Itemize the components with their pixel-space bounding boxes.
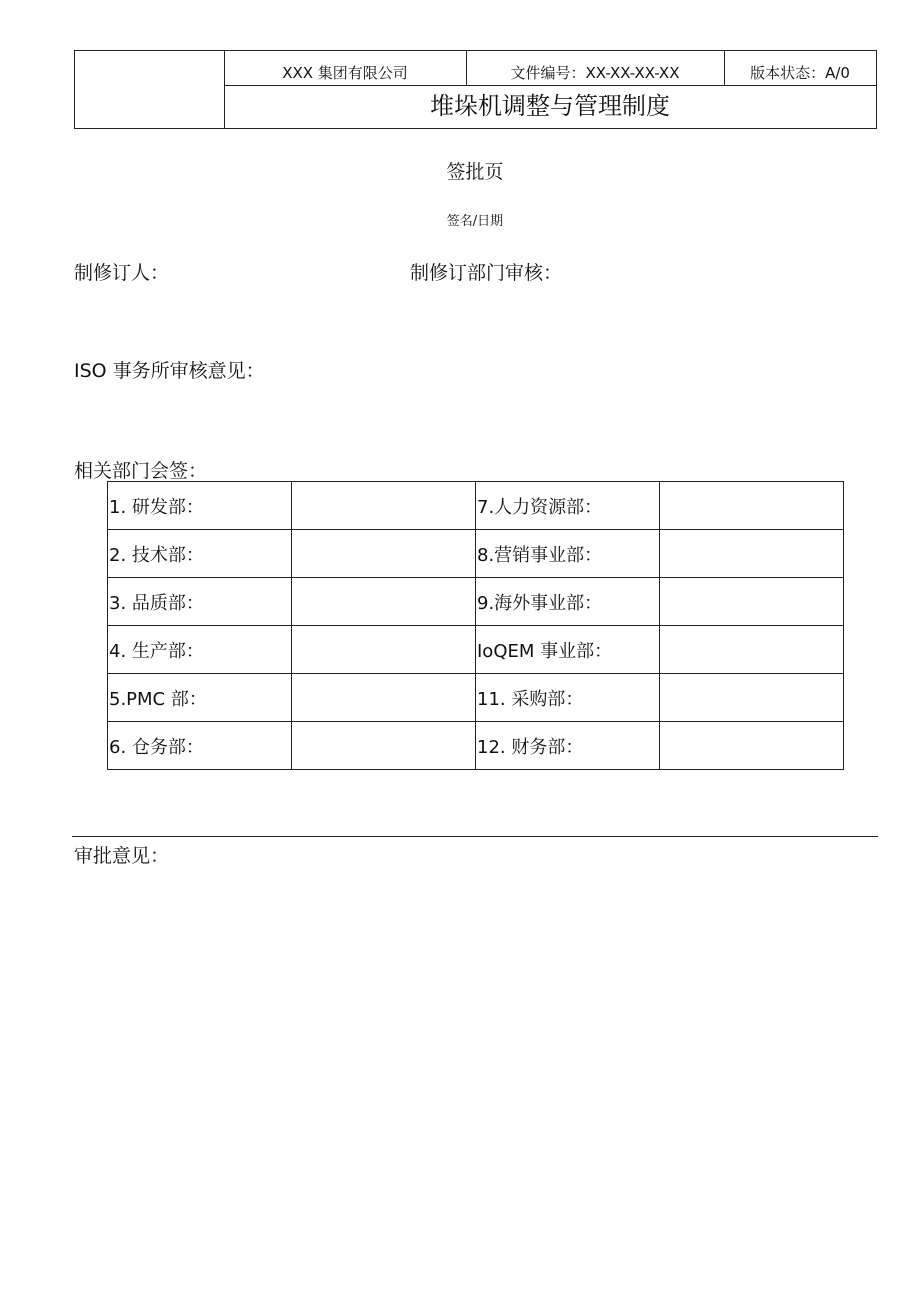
dept-label: 6. 仓务部：: [108, 722, 292, 770]
document-title: 堆垛机调整与管理制度: [430, 92, 670, 120]
signature-field[interactable]: [660, 530, 844, 578]
dept-label: 9.海外事业部：: [476, 578, 660, 626]
table-row: [108, 722, 844, 770]
dept-review-label: 制修订部门审核：: [410, 262, 563, 284]
table-row: [108, 626, 844, 674]
table-row: [108, 482, 844, 530]
signature-field[interactable]: [292, 530, 476, 578]
reviser-label: 制修订人：: [74, 262, 170, 284]
section-divider: [72, 836, 878, 837]
document-header: [74, 50, 877, 129]
table-row: [108, 530, 844, 578]
dept-label: 1. 研发部：: [108, 482, 292, 530]
signature-field[interactable]: [292, 722, 476, 770]
signature-field[interactable]: [660, 722, 844, 770]
dept-label: IoQEM 事业部：: [476, 626, 660, 674]
signature-field[interactable]: [292, 578, 476, 626]
company-name: XXX 集团有限公司: [224, 51, 467, 85]
document-number: 文件编号：XX-XX-XX-XX: [466, 51, 725, 85]
iso-review-label: ISO 事务所审核意见：: [74, 360, 265, 382]
dept-label: 11. 采购部：: [476, 674, 660, 722]
approval-label: 审批意见：: [74, 845, 170, 867]
dept-label: 3. 品质部：: [108, 578, 292, 626]
dept-label: 8.营销事业部：: [476, 530, 660, 578]
version-status: 版本状态：A/0: [750, 64, 850, 82]
signature-field[interactable]: [292, 674, 476, 722]
dept-label: 5.PMC 部：: [108, 674, 292, 722]
countersign-label: 相关部门会签：: [74, 460, 208, 482]
signature-field[interactable]: [660, 578, 844, 626]
table-row: [108, 578, 844, 626]
table-row: [108, 674, 844, 722]
signature-field[interactable]: [660, 626, 844, 674]
page-title: 签批页: [446, 161, 504, 183]
dept-label: 4. 生产部：: [108, 626, 292, 674]
dept-label: 2. 技术部：: [108, 530, 292, 578]
signature-field[interactable]: [292, 626, 476, 674]
sign-date-label: 签名/日期: [446, 214, 504, 229]
signature-field[interactable]: [292, 482, 476, 530]
signature-field[interactable]: [660, 674, 844, 722]
logo-cell: [75, 51, 225, 128]
signature-field[interactable]: [660, 482, 844, 530]
header-info-row: [224, 51, 876, 86]
dept-label: 7.人力资源部：: [476, 482, 660, 530]
countersign-table: [107, 481, 844, 770]
dept-label: 12. 财务部：: [476, 722, 660, 770]
